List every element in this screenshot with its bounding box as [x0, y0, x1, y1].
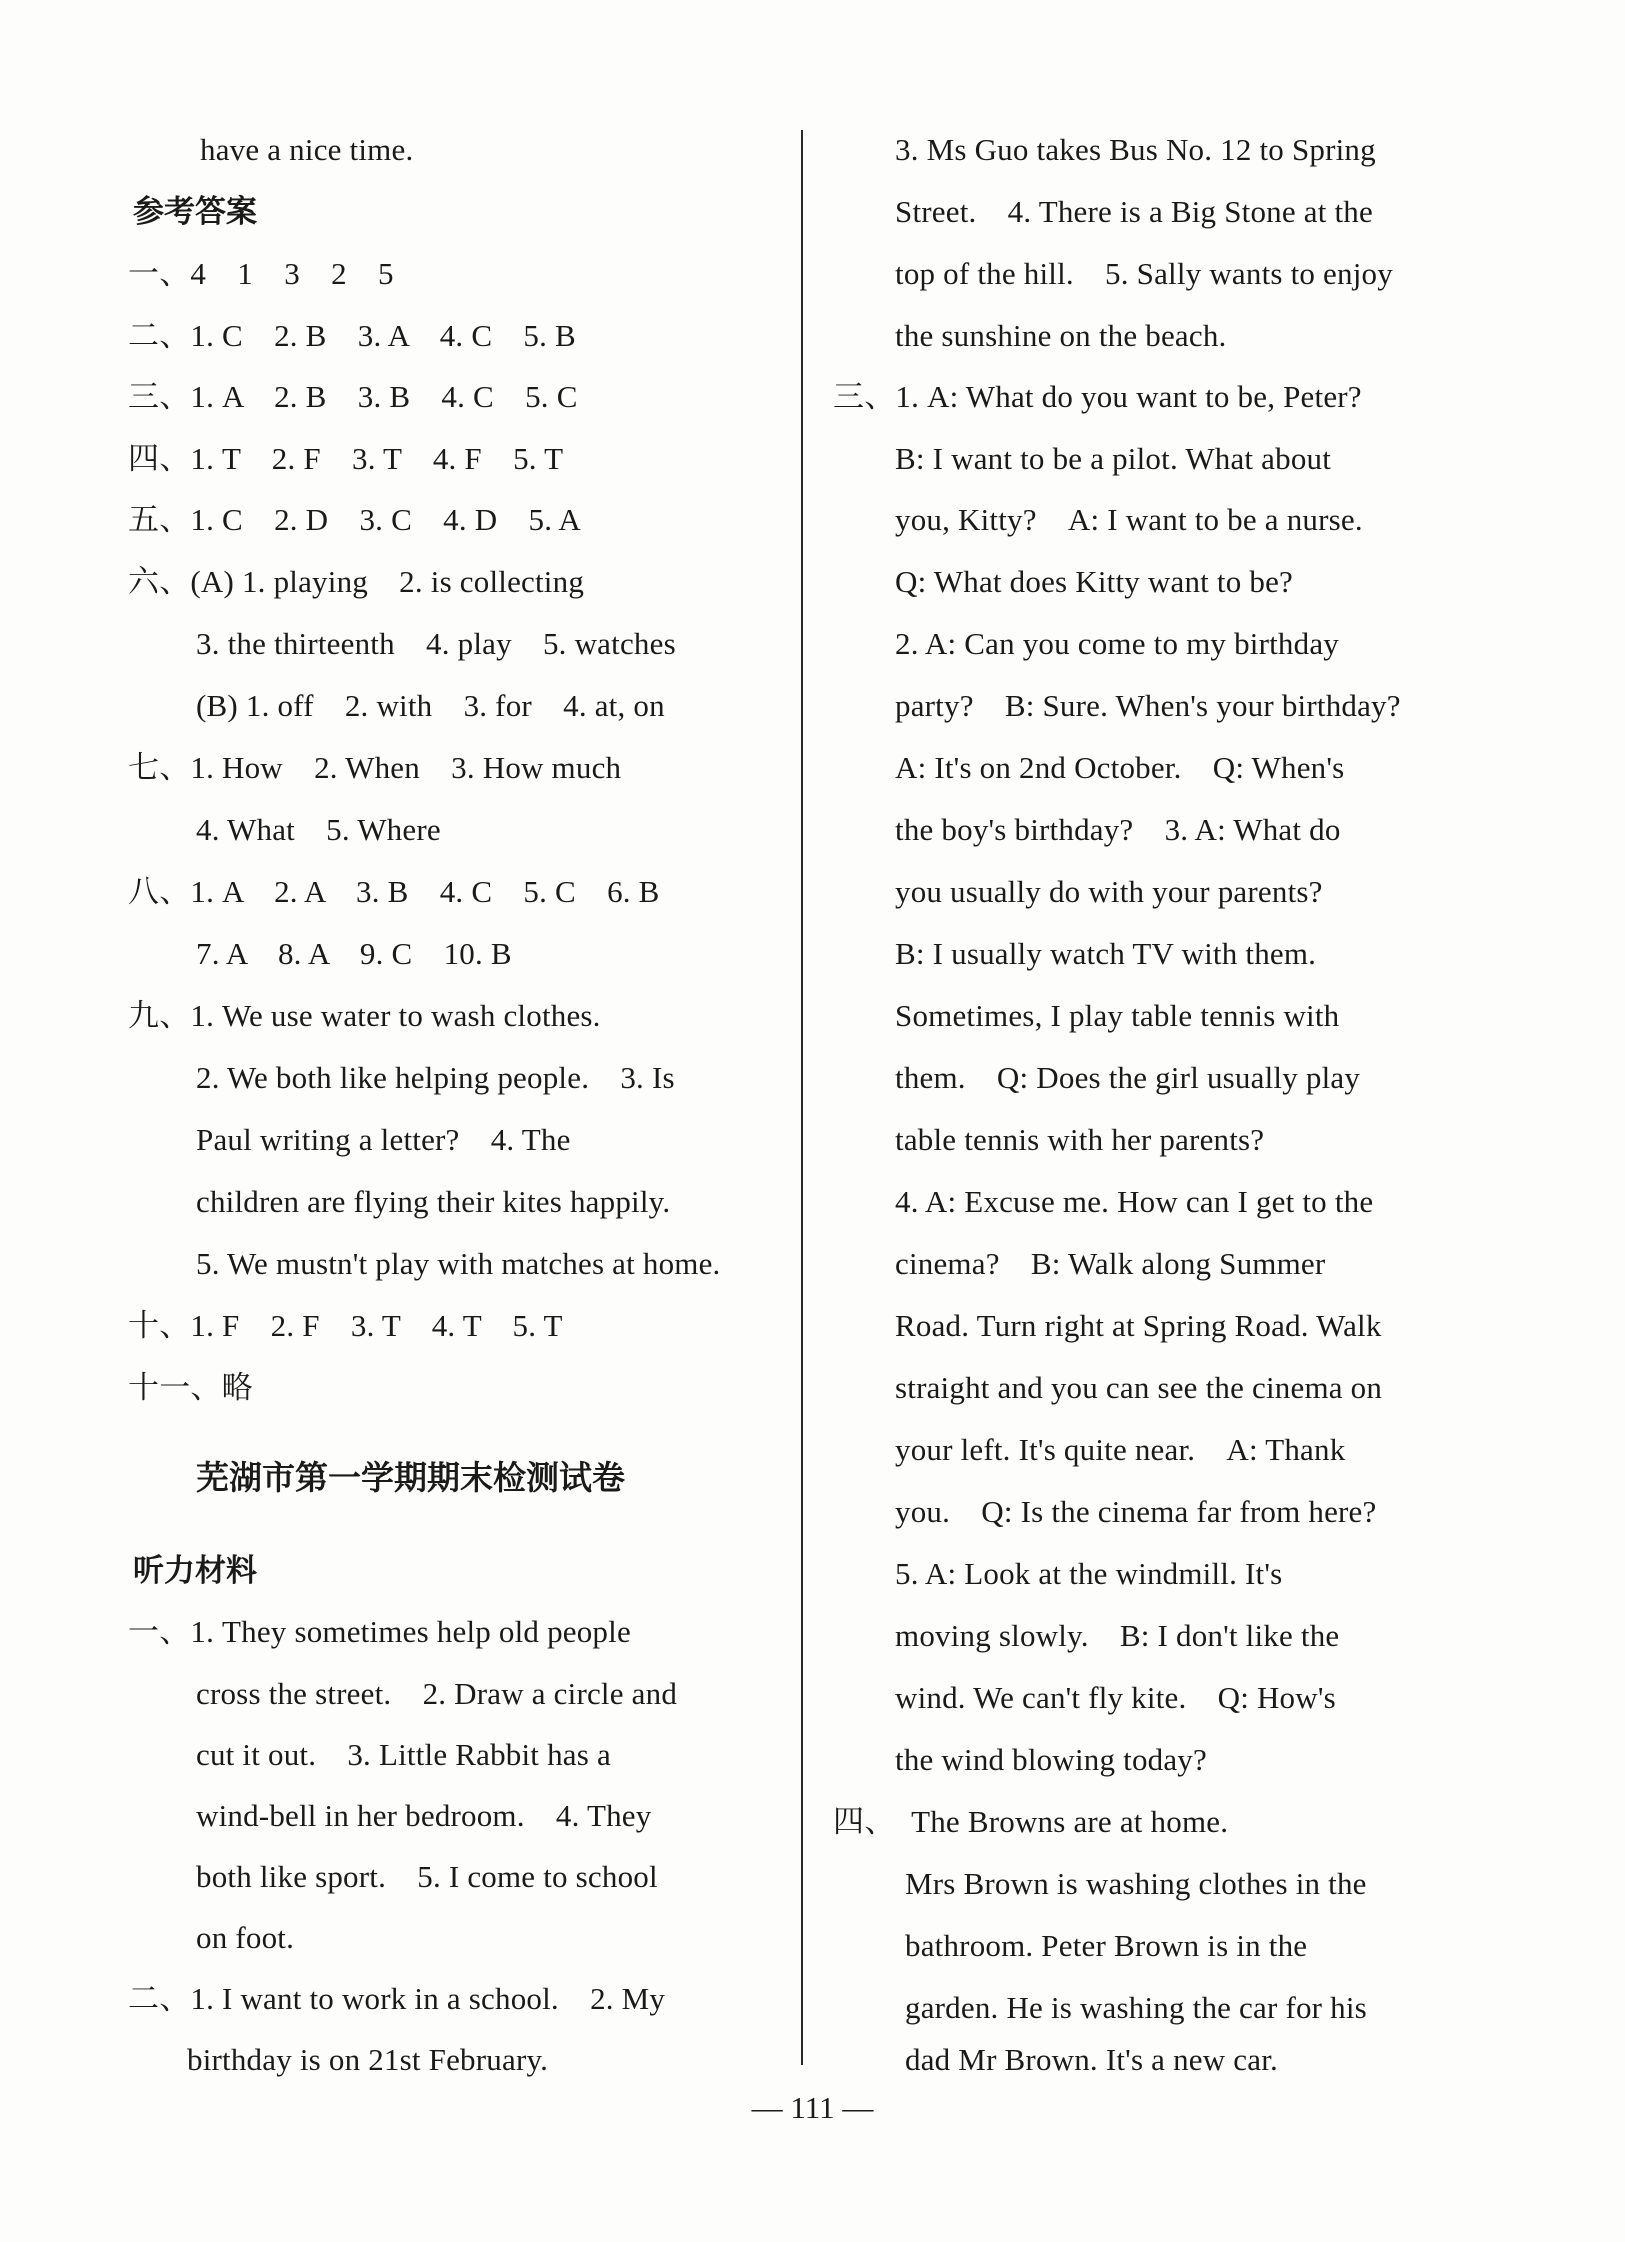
text-line: straight and you can see the cinema on: [895, 1370, 1383, 1405]
text-line: cut it out. 3. Little Rabbit has a: [196, 1737, 611, 1772]
text-line: them. Q: Does the girl usually play: [895, 1060, 1361, 1095]
text-line: 3. Ms Guo takes Bus No. 12 to Spring: [895, 132, 1376, 167]
answer-key-heading: 参考答案: [133, 194, 257, 229]
text-line: you usually do with your parents?: [895, 874, 1323, 909]
answer-line: 三、1. A 2. B 3. B 4. C 5. C: [128, 379, 578, 414]
answer-line: 八、1. A 2. A 3. B 4. C 5. C 6. B: [128, 874, 660, 909]
answer-line: children are flying their kites happily.: [196, 1184, 671, 1219]
text-line: on foot.: [196, 1920, 295, 1955]
answer-line: (B) 1. off 2. with 3. for 4. at, on: [196, 688, 665, 723]
answer-line: 二、1. C 2. B 3. A 4. C 5. B: [128, 318, 576, 353]
text-line: Street. 4. There is a Big Stone at the: [895, 194, 1373, 229]
answer-line: 3. the thirteenth 4. play 5. watches: [196, 626, 676, 661]
text-line: 5. A: Look at the windmill. It's: [895, 1556, 1283, 1591]
answer-line: 四、1. T 2. F 3. T 4. F 5. T: [128, 441, 564, 476]
text-line: wind. We can't fly kite. Q: How's: [895, 1680, 1336, 1715]
text-line: Sometimes, I play table tennis with: [895, 998, 1340, 1033]
answer-line: 七、1. How 2. When 3. How much: [128, 750, 622, 785]
text-line: 三、1. A: What do you want to be, Peter?: [833, 379, 1362, 414]
text-line: the boy's birthday? 3. A: What do: [895, 812, 1341, 847]
text-line: 2. A: Can you come to my birthday: [895, 626, 1339, 661]
text-line: table tennis with her parents?: [895, 1122, 1265, 1157]
text-line: B: I usually watch TV with them.: [895, 936, 1317, 971]
answer-line: 2. We both like helping people. 3. Is: [196, 1060, 675, 1095]
text-line: dad Mr Brown. It's a new car.: [905, 2042, 1278, 2077]
answer-line: Paul writing a letter? 4. The: [196, 1122, 571, 1157]
answer-line: 十、1. F 2. F 3. T 4. T 5. T: [128, 1308, 563, 1343]
text-line: A: It's on 2nd October. Q: When's: [895, 750, 1345, 785]
text-line: garden. He is washing the car for his: [905, 1990, 1367, 2025]
text-line: Road. Turn right at Spring Road. Walk: [895, 1308, 1382, 1343]
answer-line: 一、4 1 3 2 5: [128, 256, 394, 291]
text-line: the wind blowing today?: [895, 1742, 1207, 1777]
answer-line: 九、1. We use water to wash clothes.: [128, 998, 601, 1033]
text-line: moving slowly. B: I don't like the: [895, 1618, 1340, 1653]
page-number: — 111 —: [751, 2090, 874, 2125]
text-line: Q: What does Kitty want to be?: [895, 564, 1294, 599]
text-line: you, Kitty? A: I want to be a nurse.: [895, 502, 1363, 537]
text-line: have a nice time.: [200, 132, 414, 167]
listening-heading: 听力材料: [133, 1553, 257, 1588]
text-line: the sunshine on the beach.: [895, 318, 1227, 353]
text-line: bathroom. Peter Brown is in the: [905, 1928, 1308, 1963]
answer-line: 十一、略: [128, 1370, 253, 1405]
text-line: party? B: Sure. When's your birthday?: [895, 688, 1401, 723]
text-line: birthday is on 21st February.: [187, 2042, 549, 2077]
text-line: Mrs Brown is washing clothes in the: [905, 1866, 1367, 1901]
text-line: cross the street. 2. Draw a circle and: [196, 1676, 678, 1711]
text-line: both like sport. 5. I come to school: [196, 1859, 658, 1894]
answer-line: 4. What 5. Where: [196, 812, 441, 847]
text-line: cinema? B: Walk along Summer: [895, 1246, 1326, 1281]
text-line: 四、 The Browns are at home.: [833, 1804, 1229, 1839]
text-line: B: I want to be a pilot. What about: [895, 441, 1332, 476]
answer-line: 五、1. C 2. D 3. C 4. D 5. A: [128, 502, 582, 537]
text-line: 一、1. They sometimes help old people: [128, 1614, 631, 1649]
answer-line: 5. We mustn't play with matches at home.: [196, 1246, 721, 1281]
text-line: you. Q: Is the cinema far from here?: [895, 1494, 1377, 1529]
text-line: wind-bell in her bedroom. 4. They: [196, 1798, 652, 1833]
exam-title: 芜湖市第一学期期末检测试卷: [196, 1461, 625, 1497]
text-line: top of the hill. 5. Sally wants to enjoy: [895, 256, 1393, 291]
text-line: 4. A: Excuse me. How can I get to the: [895, 1184, 1374, 1219]
text-line: your left. It's quite near. A: Thank: [895, 1432, 1346, 1467]
answer-line: 六、(A) 1. playing 2. is collecting: [128, 564, 585, 599]
column-divider: [801, 130, 803, 2065]
answer-line: 7. A 8. A 9. C 10. B: [196, 936, 512, 971]
text-line: 二、1. I want to work in a school. 2. My: [128, 1981, 666, 2016]
